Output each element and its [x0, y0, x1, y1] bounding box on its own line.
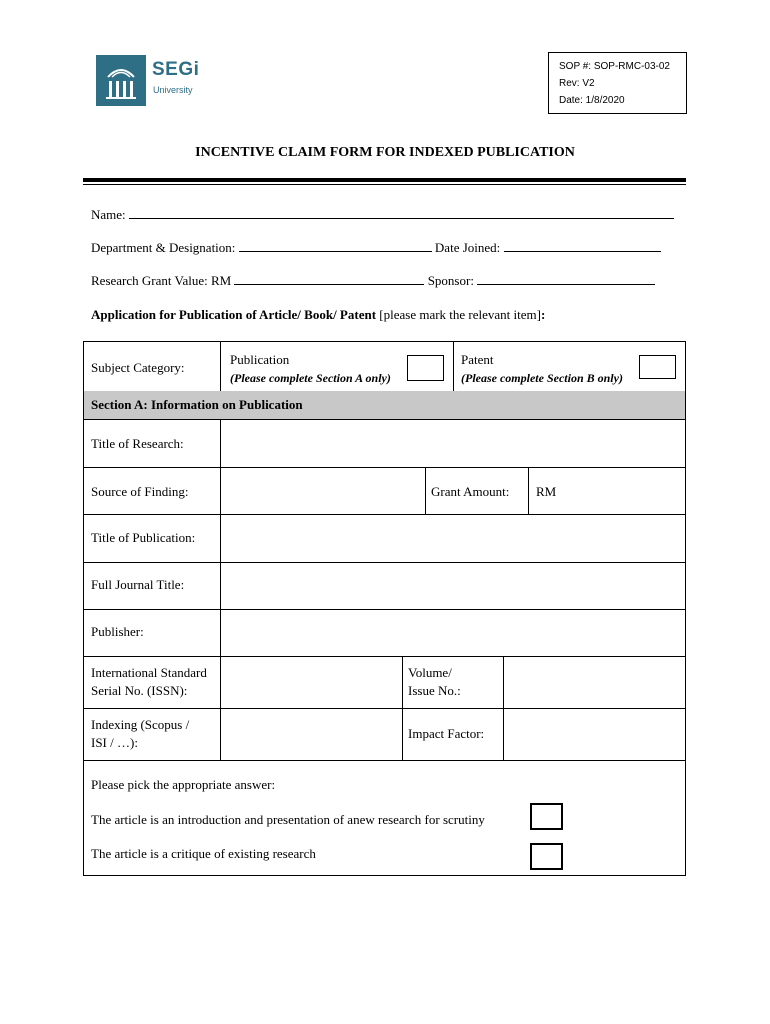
sponsor-label: Sponsor: [427, 273, 474, 288]
patent-label: Patent [461, 352, 494, 367]
publication-label: Publication [230, 352, 290, 367]
building-icon [96, 55, 146, 106]
col-divider [503, 708, 504, 760]
title-rule-thin [83, 184, 686, 185]
option-new-research-label: The article is an introduction and presentation of anew research for scrutiny [91, 812, 485, 827]
title-of-research-label: Title of Research: [91, 436, 184, 451]
grant-amount-currency: RM [536, 484, 557, 499]
logo-subtitle: University [153, 85, 193, 95]
source-of-finding-label: Source of Finding: [91, 484, 189, 499]
application-heading-bold: Application for Publication of Article/ Book/ Patent [91, 307, 377, 322]
col-divider [220, 342, 221, 391]
sponsor-field[interactable] [477, 272, 655, 285]
col-divider [453, 342, 454, 391]
row-divider [84, 467, 685, 468]
section-a-header [84, 391, 685, 419]
logo-name: SEGi [152, 59, 200, 80]
row-divider [84, 760, 685, 761]
name-field[interactable] [129, 206, 674, 219]
application-heading-colon: : [540, 307, 546, 322]
revision-date: Date: 1/8/2020 [559, 95, 625, 106]
application-heading [91, 307, 545, 323]
grant-row [91, 272, 655, 289]
option-critique-checkbox[interactable] [530, 843, 563, 870]
option-critique-label: The article is a critique of existing research [91, 846, 316, 861]
title-rule-thick [83, 178, 686, 182]
indexing-label-line2: ISI / …): [91, 735, 138, 750]
row-divider [84, 562, 685, 563]
col-divider [503, 656, 504, 708]
option-new-research-checkbox[interactable] [530, 803, 563, 830]
indexing-label-line1: Indexing (Scopus / [91, 717, 190, 732]
volume-label-line1: Volume/ [408, 665, 452, 680]
grant-amount-label: Grant Amount: [431, 484, 510, 499]
publication-checkbox[interactable] [407, 355, 444, 381]
name-row [91, 206, 674, 223]
publication-table [83, 341, 686, 876]
sop-number: SOP #: SOP-RMC-03-02 [559, 61, 670, 72]
department-label: Department & Designation: [91, 240, 236, 255]
volume-label-line2: Issue No.: [408, 683, 461, 698]
row-divider [84, 656, 685, 657]
row-divider [84, 514, 685, 515]
patent-checkbox[interactable] [639, 355, 676, 379]
name-label: Name: [91, 207, 126, 222]
pick-answer-prompt: Please pick the appropriate answer: [91, 777, 276, 792]
col-divider [528, 467, 529, 514]
date-joined-field[interactable] [504, 239, 661, 252]
sop-info-box [548, 52, 687, 114]
full-journal-title-label: Full Journal Title: [91, 577, 185, 592]
col-divider [425, 467, 426, 514]
issn-label-line1: International Standard [91, 665, 207, 680]
row-divider [84, 419, 685, 420]
department-row [91, 239, 661, 256]
publication-note: (Please complete Section A only) [230, 371, 391, 385]
row-divider [84, 609, 685, 610]
date-joined-label: Date Joined: [434, 240, 501, 255]
revision: Rev: V2 [559, 78, 595, 89]
grant-value-field[interactable] [234, 272, 424, 285]
patent-note: (Please complete Section B only) [461, 371, 623, 385]
publisher-label: Publisher: [91, 624, 144, 639]
section-a-title: Section A: Information on Publication [91, 397, 303, 412]
title-of-publication-label: Title of Publication: [91, 530, 196, 545]
form-title: INCENTIVE CLAIM FORM FOR INDEXED PUBLICATION [195, 145, 575, 160]
impact-factor-label: Impact Factor: [408, 726, 485, 741]
issn-label-line2: Serial No. (ISSN): [91, 683, 188, 698]
logo-emblem [96, 55, 146, 106]
grant-value-label: Research Grant Value: RM [91, 273, 232, 288]
application-heading-note: [please mark the relevant item] [376, 307, 541, 322]
department-field[interactable] [239, 239, 432, 252]
row-divider [84, 708, 685, 709]
subject-category-label: Subject Category: [91, 360, 185, 375]
